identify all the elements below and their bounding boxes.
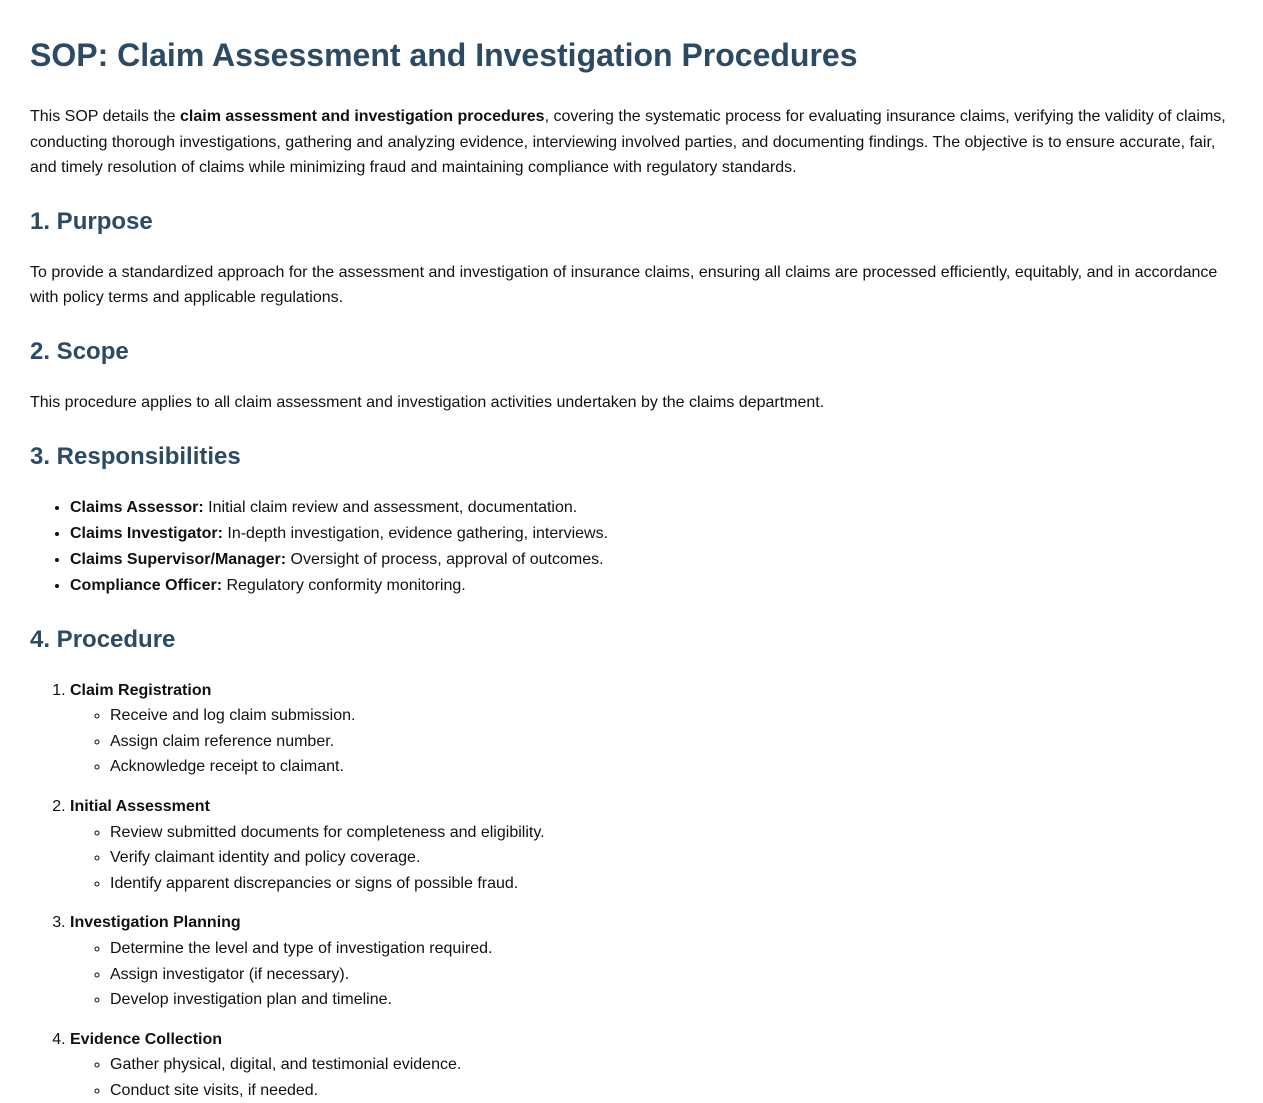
list-item: [70, 573, 1233, 599]
responsibilities-list: [30, 495, 1233, 599]
list-item: ◦ Determine the level and type of investigation required.: [110, 936, 1233, 962]
list-item: ◦ Develop investigation plan and timeline.: [110, 987, 1233, 1013]
step-substeps: [70, 703, 1233, 780]
step-title: Initial Assessment: [70, 797, 210, 815]
role-label: Claims Investigator:: [70, 524, 223, 542]
purpose-heading: 1. Purpose: [30, 207, 153, 235]
list-item: ◦ Assign investigator (if necessary).: [110, 962, 1233, 988]
role-description: Oversight of process, approval of outcomes.: [286, 550, 604, 568]
list-item: [70, 547, 1233, 573]
role-description: Initial claim review and assessment, documentation.: [203, 498, 578, 516]
list-item: ◦ Assign claim reference number.: [110, 729, 1233, 755]
list-item: ◦ Conduct site visits, if needed.: [110, 1078, 1233, 1103]
intro-suffix: , covering the systematic process for evaluating insurance claims, verifying the validity of claims, conducting thorough investigations, gathering and analyzing evidence, interviewing involved parties, and documenting findings. The objective is to ensure accurate, fair, and timely resolution of claims while minimizing fraud and maintaining compliance with regulatory standards.: [30, 108, 1226, 177]
list-item: ◦ Identify apparent discrepancies or signs of possible fraud.: [110, 871, 1233, 897]
list-item: ◦ Receive and log claim submission.: [110, 703, 1233, 729]
role-description: Regulatory conformity monitoring.: [222, 576, 466, 594]
procedure-step: [70, 678, 1233, 780]
list-item: ◦ Verify claimant identity and policy coverage.: [110, 845, 1233, 871]
purpose-text: To provide a standardized approach for the assessment and investigation of insurance claims, ensuring all claims are processed efficiently, equitably, and in accordance with policy terms and applicable regulations.: [30, 263, 1218, 307]
intro-bold: claim assessment and investigation procedures: [180, 108, 545, 125]
step-substeps: [70, 936, 1233, 1013]
procedure-step: [70, 910, 1233, 1012]
responsibilities-heading: 3. Responsibilities: [30, 442, 241, 470]
list-item: ◦ Acknowledge receipt to claimant.: [110, 754, 1233, 780]
procedure-step: [70, 1027, 1233, 1103]
role-description: In-depth investigation, evidence gathering, interviews.: [222, 524, 609, 542]
intro-prefix: This SOP details the: [30, 108, 180, 125]
role-label: Claims Supervisor/Manager:: [70, 550, 287, 568]
list-item: ◦ Gather physical, digital, and testimonial evidence.: [110, 1052, 1233, 1078]
page-title: SOP: Claim Assessment and Investigation Procedures: [30, 37, 858, 73]
step-substeps: [70, 820, 1233, 897]
intro-paragraph: [30, 104, 1233, 181]
step-title: Investigation Planning: [70, 914, 241, 932]
step-substeps: [70, 1052, 1233, 1103]
procedure-steps: [30, 678, 1233, 1103]
list-item: [70, 521, 1233, 547]
list-item: [70, 495, 1233, 521]
procedure-step: [70, 794, 1233, 896]
role-label: Claims Assessor:: [70, 498, 204, 516]
step-title: Evidence Collection: [70, 1030, 223, 1048]
scope-heading: 2. Scope: [30, 337, 129, 365]
scope-text: This procedure applies to all claim assessment and investigation activities undertaken by the claims department.: [30, 393, 825, 411]
role-label: Compliance Officer:: [70, 576, 223, 594]
step-title: Claim Registration: [70, 681, 212, 699]
procedure-heading: 4. Procedure: [30, 625, 176, 653]
list-item: ◦ Review submitted documents for completeness and eligibility.: [110, 820, 1233, 846]
